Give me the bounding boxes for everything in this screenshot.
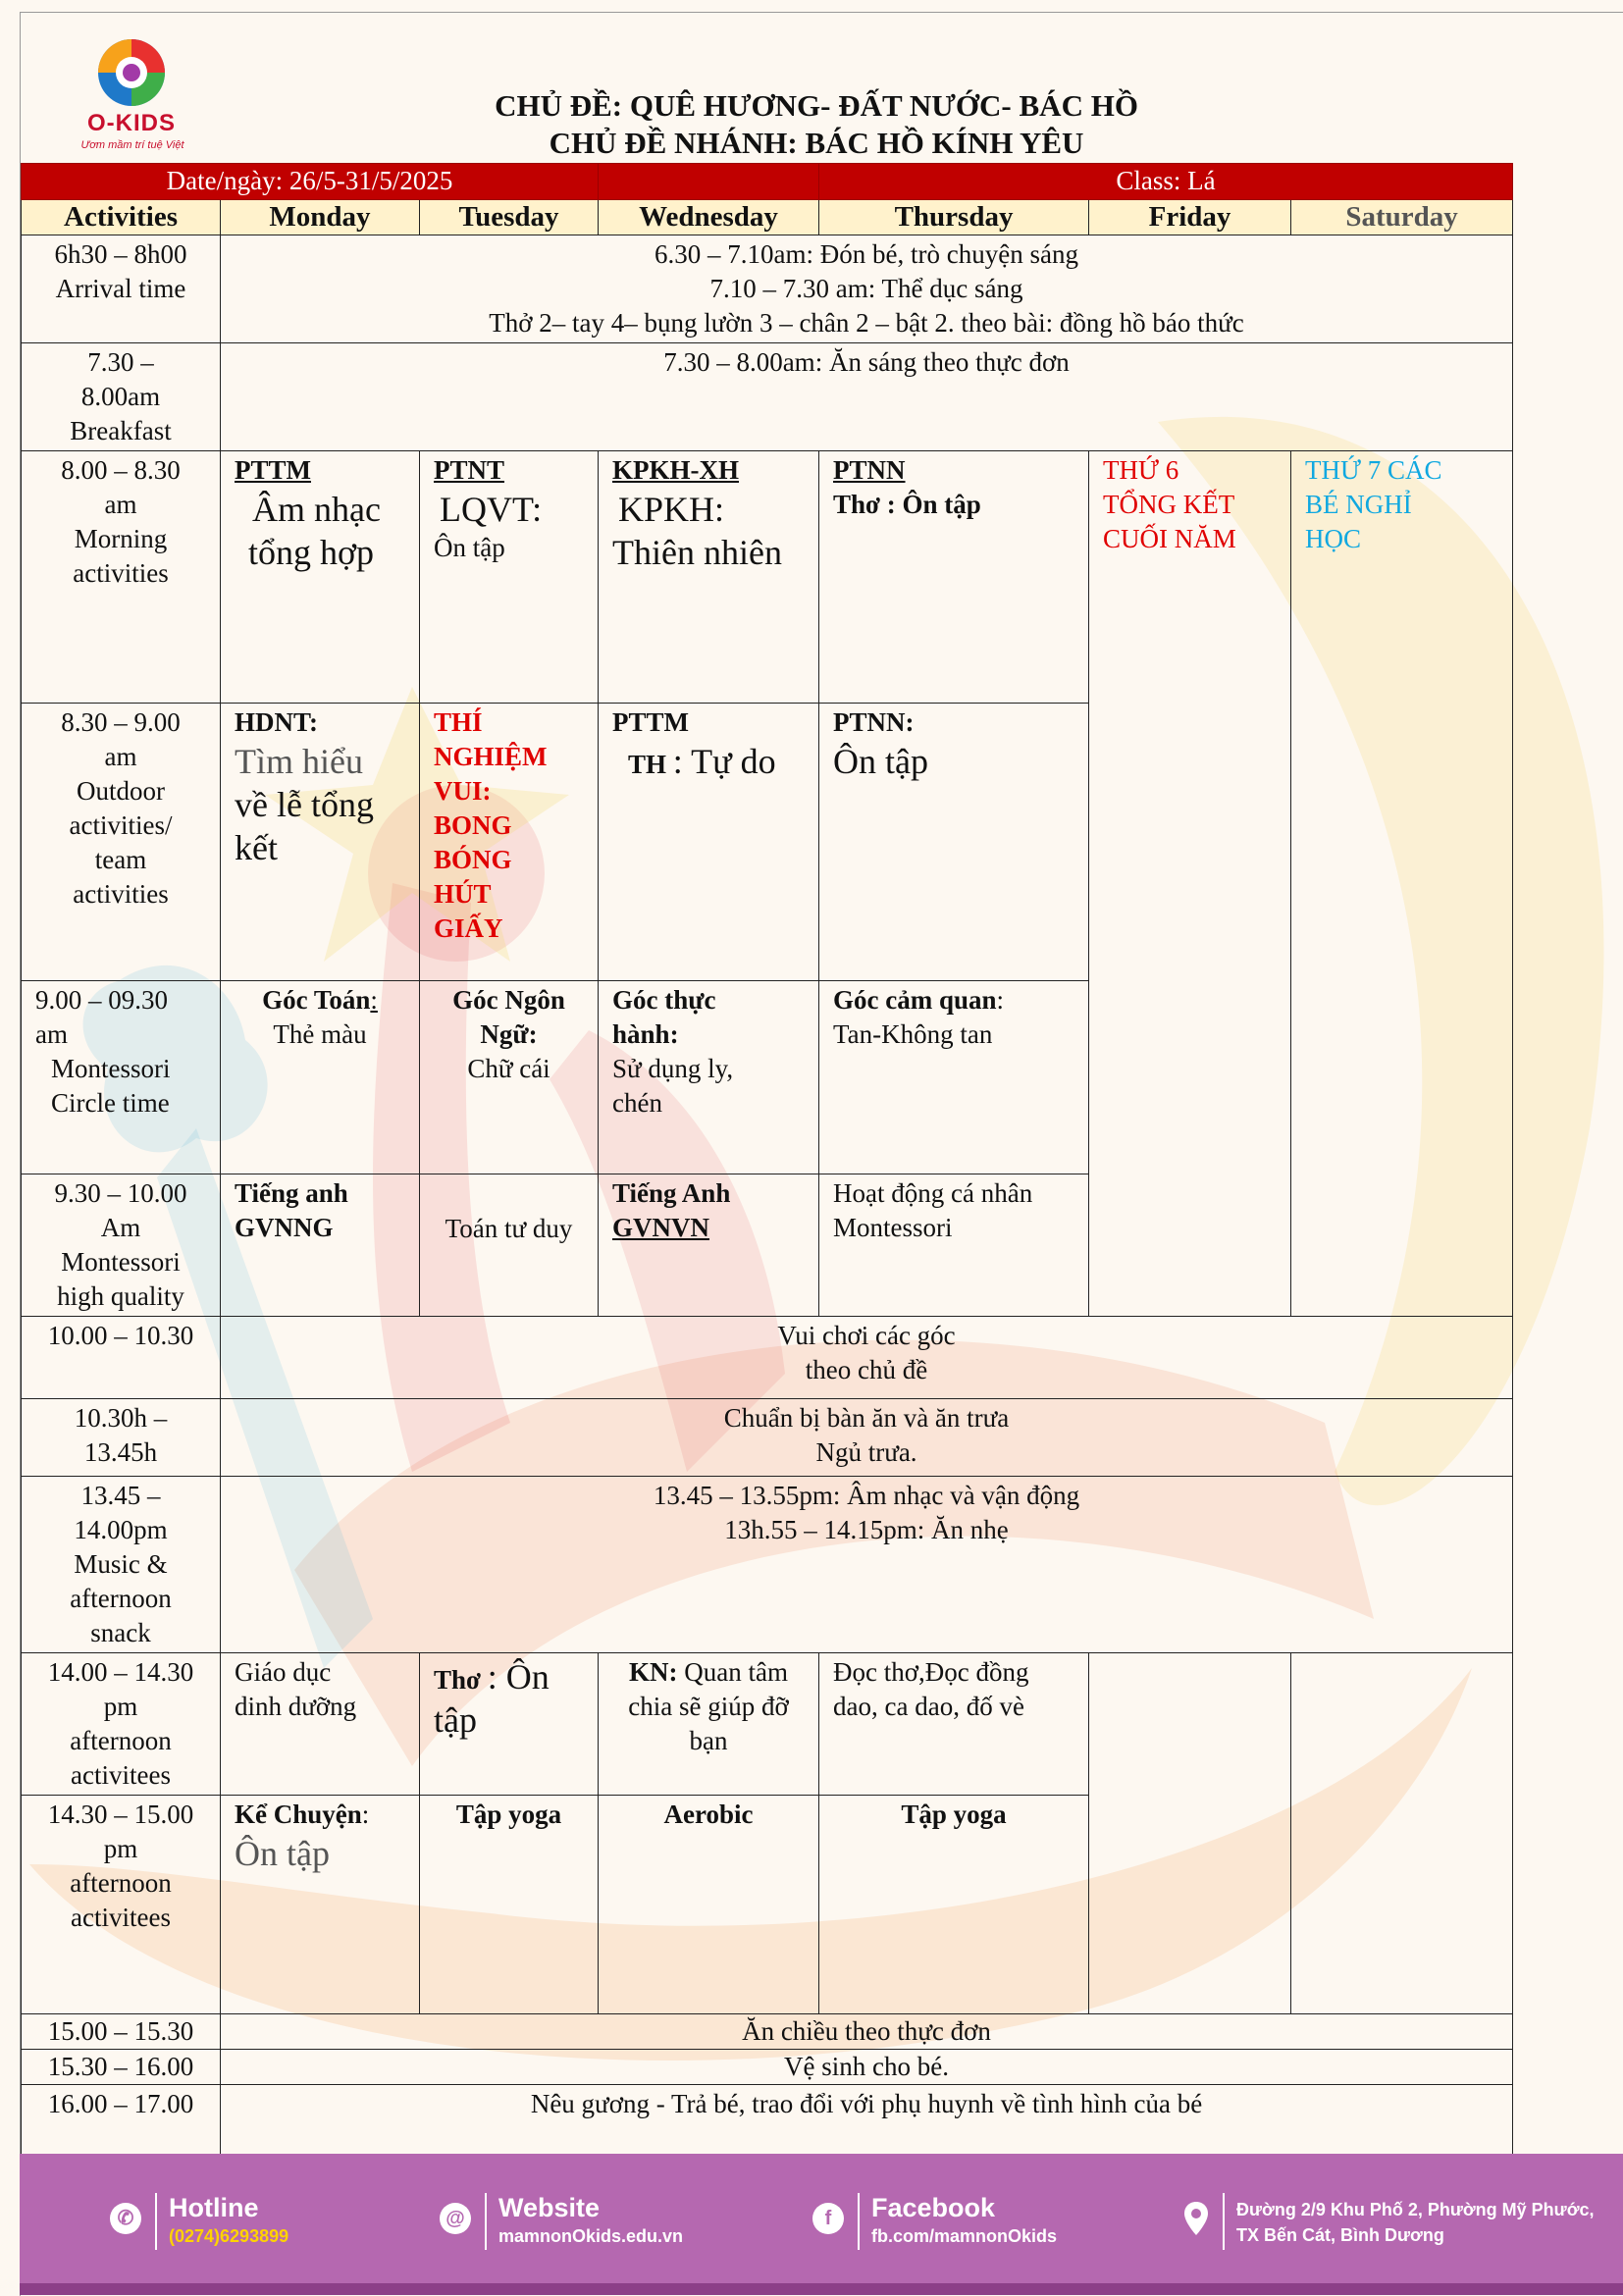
saturday-note: THỨ 7 CÁC BÉ NGHỈ HỌC	[1291, 451, 1513, 1317]
thursday-afternoon2: Tập yoga	[819, 1796, 1089, 2014]
page-title: CHỦ ĐỀ: QUÊ HƯƠNG- ĐẤT NƯỚC- BÁC HỒ	[495, 88, 1138, 123]
days-header-row	[22, 200, 1513, 235]
pickup-cell: Nêu gương - Trả bé, trao đổi với phụ huynh về tình hình của bé	[221, 2085, 1513, 2155]
logo-name: O-KIDS	[87, 110, 176, 136]
thursday-high: Hoạt động cá nhân Montessori	[819, 1174, 1089, 1317]
lunch-cell: Chuẩn bị bàn ăn và ăn trưa Ngủ trưa.	[221, 1399, 1513, 1477]
table-row	[22, 2050, 1513, 2085]
time-cell: 14.30 – 15.00 pm afternoon activitees	[22, 1796, 221, 2014]
hotline-value[interactable]: (0274)6293899	[169, 2226, 289, 2246]
address-line1: Đường 2/9 Khu Phố 2, Phường Mỹ Phước,	[1236, 2200, 1595, 2219]
arrival-cell: 6.30 – 7.10am: Đón bé, trò chuyện sáng 7.10 – 7.30 am: Thể dục sáng Thở 2– tay 4– bụng lườn 3 – chân 2 – bật 2. theo bài: đồng hồ báo thức	[221, 235, 1513, 343]
friday-note: THỨ 6 TỔNG KẾT CUỐI NĂM	[1089, 451, 1291, 1317]
tuesday-afternoon1: Thơ : Ôn tập	[420, 1653, 599, 1796]
wednesday-outdoor: PTTM TH : Tự do	[599, 704, 819, 981]
col-saturday: Saturday	[1291, 200, 1513, 235]
tuesday-high: Toán tư duy	[420, 1174, 599, 1317]
page-subtitle: CHỦ ĐỀ NHÁNH: BÁC HỒ KÍNH YÊU	[549, 126, 1084, 160]
monday-morning: PTTM Âm nhạc tổng hợp	[221, 451, 420, 704]
table-row	[22, 2085, 1513, 2155]
time-cell: 16.00 – 17.00	[22, 2085, 221, 2155]
facebook-value[interactable]: fb.com/mamnonOkids	[871, 2226, 1058, 2246]
class-label: Class: Lá	[819, 164, 1513, 200]
music-cell: 13.45 – 13.55pm: Âm nhạc và vận động 13h.55 – 14.15pm: Ăn nhẹ	[221, 1477, 1513, 1653]
tuesday-afternoon2: Tập yoga	[420, 1796, 599, 2014]
table-row	[22, 1653, 1513, 1796]
saturday-afternoon-empty	[1291, 1653, 1513, 2014]
hygiene-cell: Vệ sinh cho bé.	[221, 2050, 1513, 2085]
thursday-outdoor: PTNN: Ôn tập	[819, 704, 1089, 981]
table-row	[22, 2014, 1513, 2050]
location-pin-icon	[1183, 2201, 1209, 2236]
monday-high: Tiếng anh GVNNG	[221, 1174, 420, 1317]
col-activities: Activities	[22, 200, 221, 235]
col-monday: Monday	[221, 200, 420, 235]
monday-afternoon2: Kể Chuyện: Ôn tập	[221, 1796, 420, 2014]
wednesday-afternoon2: Aerobic	[599, 1796, 819, 2014]
thursday-circle: Góc cảm quan: Tan-Không tan	[819, 981, 1089, 1174]
table-row	[22, 1317, 1513, 1399]
monday-afternoon1: Giáo dục dinh dưỡng	[221, 1653, 420, 1796]
date-class-row	[22, 164, 1513, 200]
monday-circle: Góc Toán: Thẻ màu	[221, 981, 420, 1174]
date-label: Date/ngày: 26/5-31/5/2025	[22, 164, 599, 200]
time-cell: 15.30 – 16.00	[22, 2050, 221, 2085]
logo-tagline: Ươm mầm trí tuệ Việt	[80, 139, 184, 151]
col-wednesday: Wednesday	[599, 200, 819, 235]
wednesday-circle: Góc thực hành: Sử dụng ly, chén	[599, 981, 819, 1174]
wednesday-high: Tiếng Anh GVNVN	[599, 1174, 819, 1317]
schedule-table	[21, 163, 1513, 2155]
snack-cell: Ăn chiều theo thực đơn	[221, 2014, 1513, 2050]
time-cell: 10.30h – 13.45h	[22, 1399, 221, 1477]
phone-icon: ✆	[110, 2203, 141, 2234]
table-row	[22, 343, 1513, 451]
monday-outdoor: HDNT: Tìm hiểu về lễ tổng kết	[221, 704, 420, 981]
time-cell: 15.00 – 15.30	[22, 2014, 221, 2050]
wednesday-morning: KPKH-XH KPKH: Thiên nhiên	[599, 451, 819, 704]
table-row	[22, 1399, 1513, 1477]
corners-cell: Vui chơi các góc theo chủ đề	[221, 1317, 1513, 1399]
col-tuesday: Tuesday	[420, 200, 599, 235]
col-friday: Friday	[1089, 200, 1291, 235]
address-line2: TX Bến Cát, Bình Dương	[1236, 2225, 1444, 2245]
breakfast-cell: 7.30 – 8.00am: Ăn sáng theo thực đơn	[221, 343, 1513, 451]
wednesday-afternoon1: KN: Quan tâm chia sẽ giúp đỡ bạn	[599, 1653, 819, 1796]
time-cell: 6h30 – 8h00 Arrival time	[22, 235, 221, 343]
table-row	[22, 451, 1513, 704]
footer-bottom-bar	[20, 2283, 1623, 2295]
time-cell: 8.30 – 9.00 am Outdoor activities/ team activities	[22, 704, 221, 981]
website-value[interactable]: mamnonOkids.edu.vn	[498, 2226, 684, 2246]
facebook-icon: f	[812, 2203, 844, 2234]
tuesday-outdoor: THÍ NGHIỆM VUI: BONG BÓNG HÚT GIẤY	[420, 704, 599, 981]
time-cell: 10.00 – 10.30	[22, 1317, 221, 1399]
hotline-label: Hotline	[169, 2193, 259, 2222]
col-thursday: Thursday	[819, 200, 1089, 235]
thursday-afternoon1: Đọc thơ,Đọc đồng dao, ca dao, đố vè	[819, 1653, 1089, 1796]
table-row	[22, 235, 1513, 343]
website-label: Website	[498, 2193, 601, 2222]
tuesday-morning: PTNT LQVT: Ôn tập	[420, 451, 599, 704]
empty-cell	[599, 164, 819, 200]
time-cell: 8.00 – 8.30 am Morning activities	[22, 451, 221, 704]
thursday-morning: PTNN Thơ : Ôn tập	[819, 451, 1089, 704]
facebook-label: Facebook	[871, 2193, 996, 2222]
friday-afternoon-empty	[1089, 1653, 1291, 2014]
time-cell: 7.30 – 8.00am Breakfast	[22, 343, 221, 451]
time-cell: 14.00 – 14.30 pm afternoon activitees	[22, 1653, 221, 1796]
table-row	[22, 1477, 1513, 1653]
time-cell: 13.45 – 14.00pm Music & afternoon snack	[22, 1477, 221, 1653]
time-cell: 9.30 – 10.00 Am Montessori high quality	[22, 1174, 221, 1317]
tuesday-circle: Góc Ngôn Ngữ: Chữ cái	[420, 981, 599, 1174]
footer	[20, 2154, 1623, 2295]
at-icon: @	[440, 2203, 471, 2234]
time-cell: 9.00 – 09.30 am Montessori Circle time	[22, 981, 221, 1174]
